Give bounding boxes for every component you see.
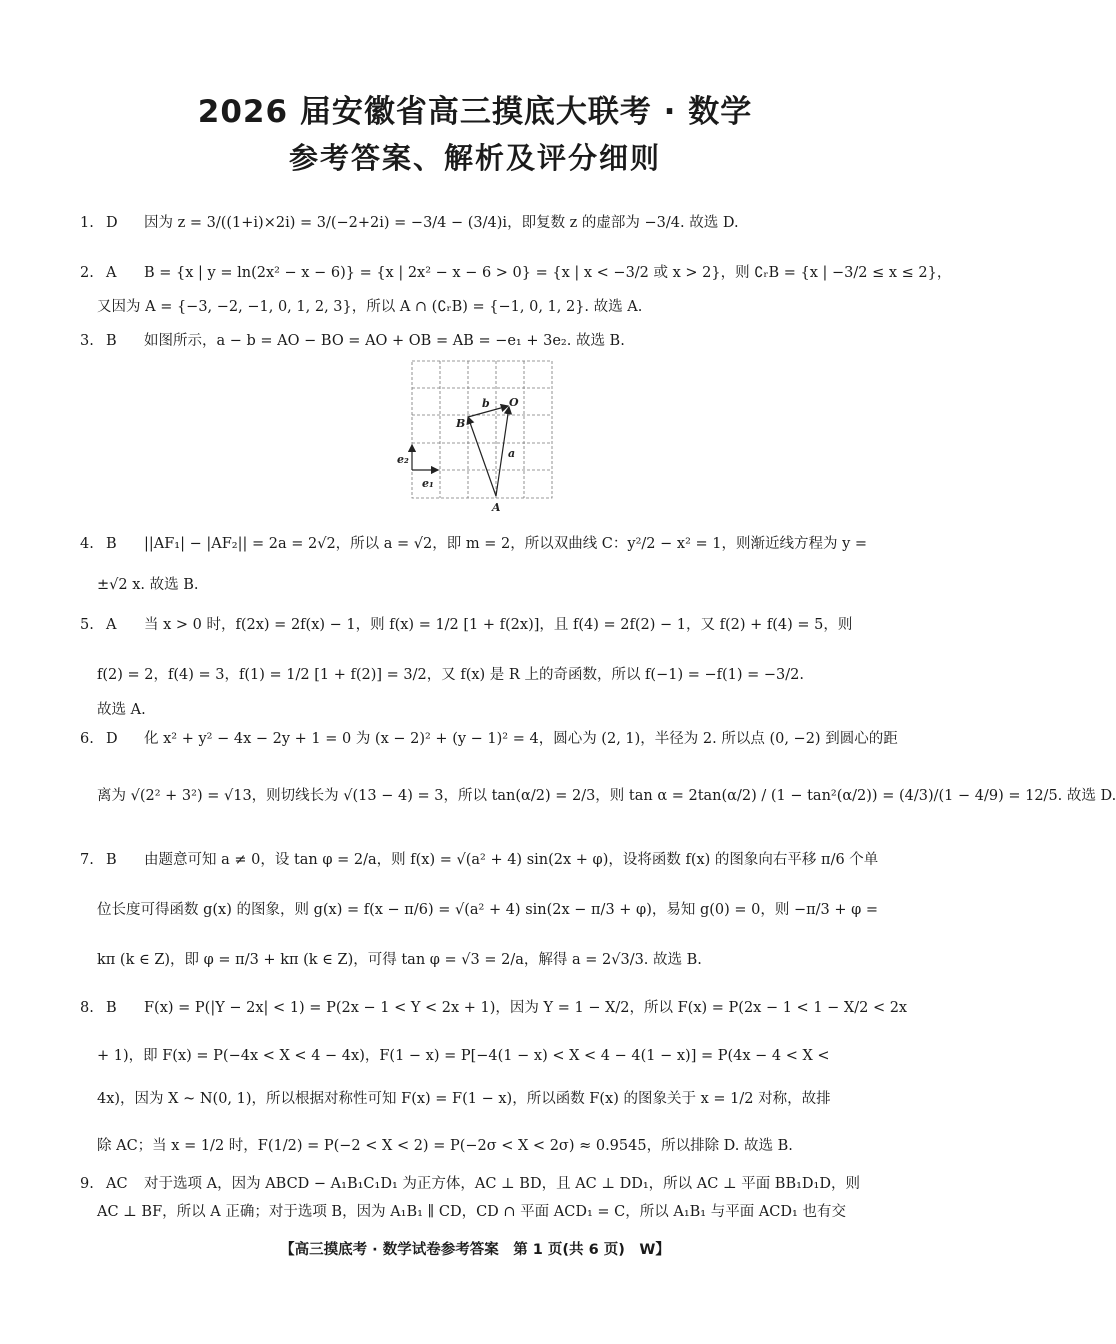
solution-line (97, 699, 880, 721)
answer-choice: AC (106, 1176, 128, 1192)
solution-line (80, 1173, 880, 1195)
solution-line (97, 949, 880, 971)
solution-text: 对于选项 A，因为 ABCD − A₁B₁C₁D₁ 为正方体，AC ⊥ BD，且 AC ⊥ DD₁，所以 AC ⊥ 平面 BB₁D₁D，则 (144, 1176, 860, 1192)
answer-choice: D (106, 731, 118, 747)
solution-line (97, 1045, 880, 1067)
solution-line (80, 212, 880, 234)
question-number: 7. (80, 852, 94, 868)
label-e2: e₂ (397, 453, 409, 466)
solution-text: kπ (k ∈ Z)，即 φ = π/3 + kπ (k ∈ Z)，可得 tan φ = √3 = 2/a，解得 a = 2√3/3. 故选 B. (97, 952, 702, 968)
label-A: A (492, 501, 501, 514)
solution-text: 故选 A. (97, 702, 146, 718)
solution-text: f(2) = 2，f(4) = 3，f(1) = 1/2 [1 + f(2)] = 3/2，又 f(x) 是 R 上的奇函数，所以 f(−1) = −f(1) = −3/2. (97, 667, 804, 683)
solution-text: F(x) = P(|Y − 2x| < 1) = P(2x − 1 < Y < 2x + 1)，因为 Y = 1 − X/2，所以 F(x) = P(2x − 1 < 1 − X/2 < 2x (144, 1000, 908, 1016)
label-B: B (456, 417, 466, 430)
solution-text: 如图所示，a − b = AO − BO = AO + OB = AB = −e₁ + 3e₂. 故选 B. (144, 333, 625, 349)
solution-line (97, 785, 1116, 807)
question-number: 3. (80, 333, 94, 349)
label-b: b (482, 397, 490, 410)
solution-text: 由题意可知 a ≠ 0，设 tan φ = 2/a，则 f(x) = √(a² + 4) sin(2x + φ)，设将函数 f(x) 的图象向右平移 π/6 个单 (144, 852, 879, 868)
solution-text: B = {x | y = ln(2x² − x − 6)} = {x | 2x² − x − 6 > 0} = {x | x < −3/2 或 x > 2}，则 ∁ᵣB = {x | −3/2 ≤ x ≤ 2}， (144, 265, 952, 281)
label-O: O (509, 396, 519, 409)
solution-line (80, 728, 898, 750)
solution-text: 当 x > 0 时，f(2x) = 2f(x) − 1，则 f(x) = 1/2 [1 + f(2x)]，且 f(4) = 2f(2) − 1，又 f(2) + f(4) = 5，则 (144, 617, 853, 633)
page-title: 2026 届安徽省高三摸底大联考 · 数学 (197, 94, 753, 130)
solution-line (97, 1201, 880, 1223)
answer-choice: A (106, 617, 117, 633)
solution-text: 又因为 A = {−3, −2, −1, 0, 1, 2, 3}，所以 A ∩ (∁ᵣB) = {−1, 0, 1, 2}. 故选 A. (97, 299, 643, 315)
page-footer: 【高三摸底考 · 数学试卷参考答案 第 1 页(共 6 页) W】 (280, 1242, 670, 1258)
question-number: 8. (80, 1000, 94, 1016)
solution-line (97, 899, 880, 921)
label-e1: e₁ (422, 477, 434, 490)
solution-text: 因为 z = 3/((1+i)×2i) = 3/(−2+2i) = −3/4 − (3/4)i，即复数 z 的虚部为 −3/4. 故选 D. (144, 215, 739, 231)
solution-text: ||AF₁| − |AF₂|| = 2a = 2√2，所以 a = √2，即 m = 2，所以双曲线 C：y²/2 − x² = 1，则渐近线方程为 y = (144, 536, 868, 552)
page-subtitle: 参考答案、解析及评分细则 (288, 141, 661, 175)
question-number: 6. (80, 731, 94, 747)
question-number: 5. (80, 617, 94, 633)
answer-choice: B (106, 536, 117, 552)
answer-choice: B (106, 333, 117, 349)
solution-line (80, 262, 952, 284)
solution-line (97, 574, 880, 596)
vector-grid-figure (396, 357, 566, 517)
solution-text: ±√2 x. 故选 B. (97, 577, 199, 593)
solution-line (97, 664, 880, 686)
vector-AB-line (468, 417, 496, 496)
solution-text: AC ⊥ BF，所以 A 正确；对于选项 B，因为 A₁B₁ ∥ CD，CD ∩ 平面 ACD₁ = C，所以 A₁B₁ 与平面 ACD₁ 也有交 (97, 1204, 846, 1220)
question-number: 2. (80, 265, 94, 281)
solution-line (80, 997, 908, 1019)
solution-line (80, 614, 880, 636)
solution-line (80, 849, 880, 871)
solution-text: 化 x² + y² − 4x − 2y + 1 = 0 为 (x − 2)² + (y − 1)² = 4，圆心为 (2, 1)，半径为 2. 所以点 (0, −2) 到圆心的距 (144, 731, 898, 747)
label-a: a (508, 447, 516, 460)
question-number: 1. (80, 215, 94, 231)
solution-text: 离为 √(2² + 3²) = √13，则切线长为 √(13 − 4) = 3，所以 tan(α/2) = 2/3，则 tan α = 2tan(α/2) / (1 − tan²(α/2)) = (4/3)/(1 − 4/9) = 12/5. 故选 D. (97, 788, 1116, 804)
solution-text: 4x)，因为 X ~ N(0, 1)，所以根据对称性可知 F(x) = F(1 − x)，所以函数 F(x) 的图象关于 x = 1/2 对称，故排 (97, 1091, 831, 1107)
question-number: 9. (80, 1176, 94, 1192)
solution-line (97, 296, 880, 318)
question-number: 4. (80, 536, 94, 552)
solution-text: 除 AC；当 x = 1/2 时，F(1/2) = P(−2 < X < 2) = P(−2σ < X < 2σ) ≈ 0.9545，所以排除 D. 故选 B. (97, 1138, 793, 1154)
solution-text: + 1)，即 F(x) = P(−4x < X < 4 − 4x)，F(1 − x) = P[−4(1 − x) < X < 4 − 4(1 − x)] = P(4x − 4 < X < (97, 1048, 830, 1064)
solution-line (80, 330, 880, 352)
solution-line (80, 533, 880, 555)
solution-line (97, 1135, 880, 1157)
answer-choice: B (106, 852, 117, 868)
answer-choice: D (106, 215, 118, 231)
answer-choice: A (106, 265, 117, 281)
solution-line (97, 1088, 880, 1110)
answer-choice: B (106, 1000, 117, 1016)
solution-text: 位长度可得函数 g(x) 的图象，则 g(x) = f(x − π/6) = √(a² + 4) sin(2x − π/3 + φ)，易知 g(0) = 0，则 −π/3 + φ = (97, 902, 879, 918)
